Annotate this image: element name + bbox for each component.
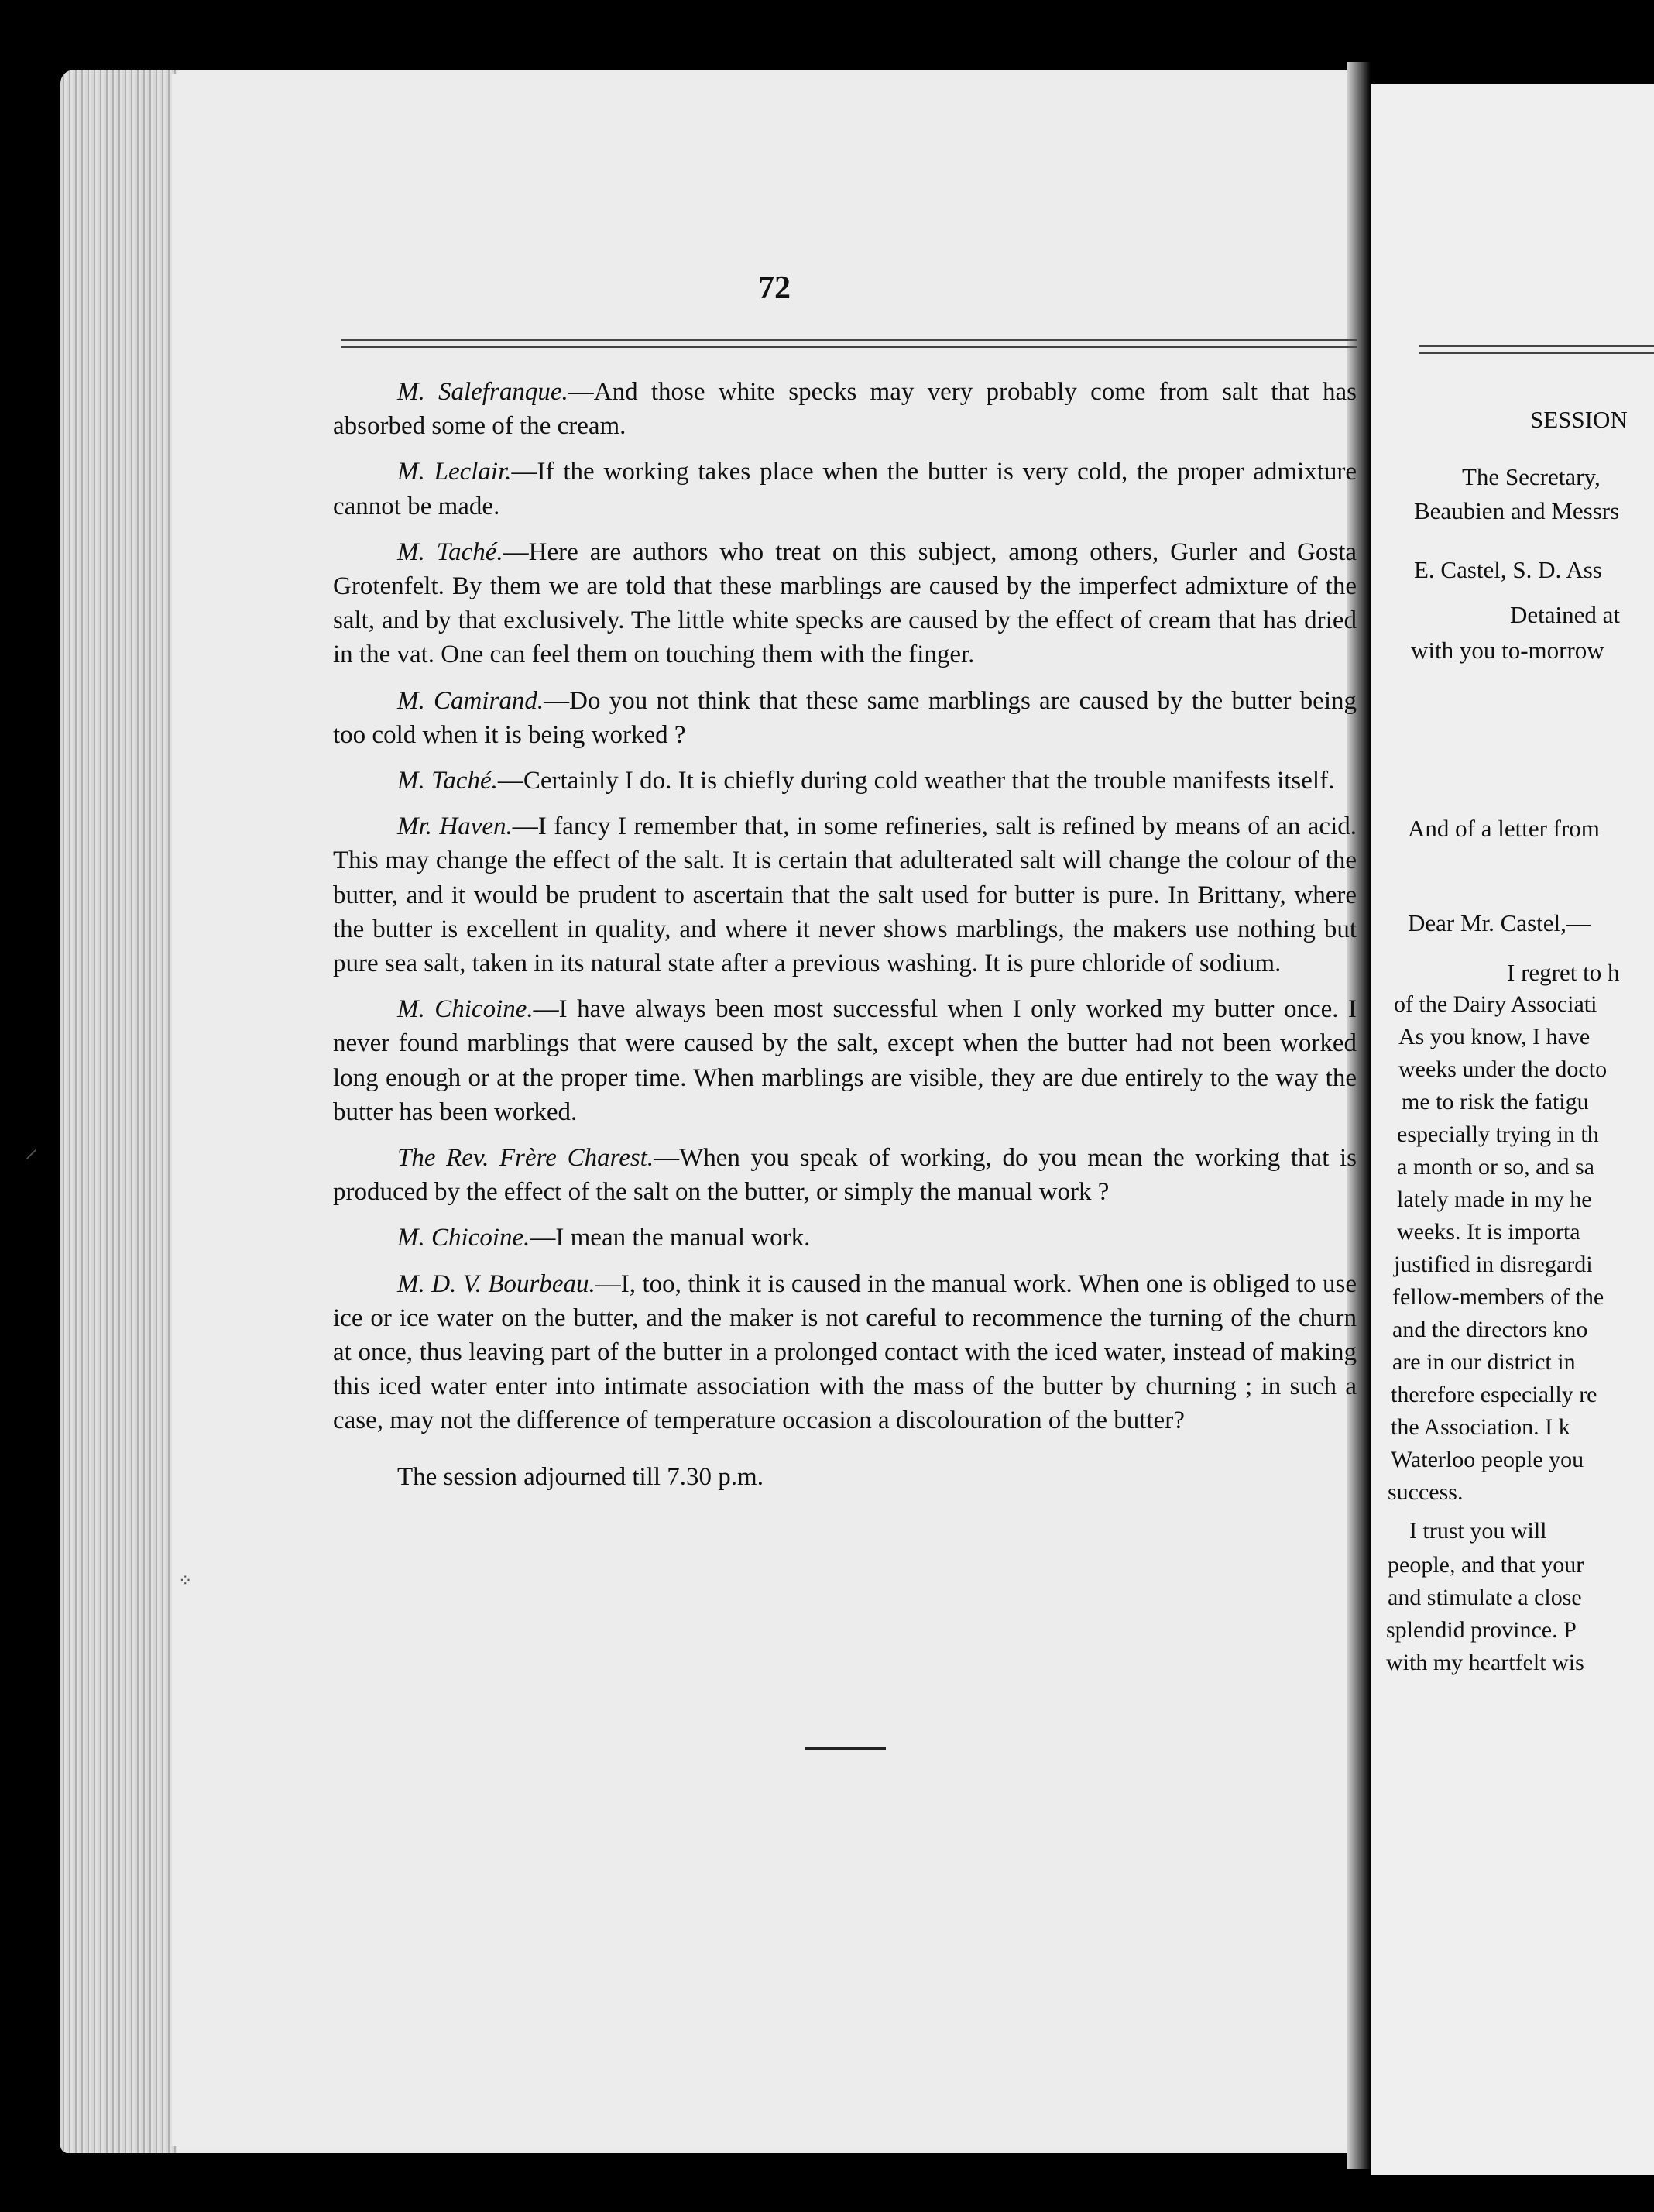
paragraph-text: —Here are authors who treat on this subject, among others, Gurler and Gosta Grotenfelt. By them we are told that these marblings are caused by the imperfect admixture of the salt, and by that exclusively. The little white specks are caused by the effect of cream that has dried in the vat. One can feel them on touching them with the finger. bbox=[333, 538, 1357, 669]
paragraph bbox=[333, 375, 1357, 443]
speaker-name: M. Taché. bbox=[397, 767, 498, 795]
ink-speck: ⸝ bbox=[25, 1135, 38, 1163]
paragraph bbox=[333, 992, 1357, 1129]
paragraph bbox=[333, 1221, 1357, 1255]
right-line: weeks. It is importa bbox=[1397, 1219, 1580, 1245]
right-line: I trust you will bbox=[1409, 1518, 1547, 1544]
right-line: Detained at bbox=[1510, 601, 1621, 628]
right-line: are in our district in bbox=[1392, 1349, 1576, 1375]
section-end-rule bbox=[805, 1747, 886, 1750]
paragraph-text: —When you speak of working, do you mean the working that is produced by the effect of the salt on the butter, or simply the manual work ? bbox=[333, 1144, 1357, 1207]
page-edge-stack bbox=[60, 70, 177, 2153]
right-line: I regret to h bbox=[1507, 959, 1620, 986]
right-line: lately made in my he bbox=[1397, 1187, 1592, 1212]
right-line: Dear Mr. Castel,— bbox=[1408, 909, 1591, 936]
right-line: the Association. I k bbox=[1391, 1414, 1570, 1440]
right-line: and stimulate a close bbox=[1388, 1585, 1582, 1610]
right-line: fellow-members of the bbox=[1392, 1284, 1604, 1310]
adjournment-note: The session adjourned till 7.30 p.m. bbox=[397, 1462, 764, 1491]
right-line: And of a letter from bbox=[1408, 815, 1600, 842]
right-line: splendid province. P bbox=[1386, 1617, 1577, 1643]
speaker-name: M. Salefranque. bbox=[397, 378, 568, 406]
right-line: E. Castel, S. D. Ass bbox=[1414, 556, 1602, 583]
paragraph bbox=[333, 535, 1357, 672]
right-line: justified in disregardi bbox=[1394, 1252, 1593, 1277]
right-line: me to risk the fatigu bbox=[1402, 1089, 1589, 1115]
speaker-name: M. Leclair. bbox=[397, 458, 512, 486]
right-line: weeks under the docto bbox=[1398, 1056, 1608, 1082]
right-line: with my heartfelt wis bbox=[1386, 1650, 1584, 1675]
right-line: with you to-morrow bbox=[1411, 637, 1604, 664]
right-line: The Secretary, bbox=[1462, 463, 1601, 490]
ink-speck: ⁘ bbox=[178, 1571, 193, 1590]
page-number: 72 bbox=[758, 270, 791, 306]
speaker-name: M. Chicoine. bbox=[397, 1224, 530, 1252]
paragraph-text: —And those white specks may very probably come from salt that has absorbed some of the cream. bbox=[333, 378, 1357, 441]
paragraph-text: —If the working takes place when the butter is very cold, the proper admixture cannot be made. bbox=[333, 458, 1357, 520]
header-rule bbox=[341, 339, 1357, 348]
right-line: especially trying in th bbox=[1397, 1121, 1599, 1147]
right-line: of the Dairy Associati bbox=[1394, 991, 1597, 1017]
paragraph-text: —I fancy I remember that, in some refineries, salt is refined by means of an acid. This may change the effect of the salt. It is certain that adulterated salt will change the colour of the butter, and it would be prudent to ascertain that the salt used for butter is pure. In Brittany, where the butter is excellent in quality, and where it never shows marblings, the makers use nothing but pure sea salt, taken in its natural state after a previous washing. It is pure chloride of sodium. bbox=[333, 812, 1357, 978]
speaker-name: M. D. V. Bourbeau. bbox=[397, 1269, 595, 1298]
right-line: therefore especially re bbox=[1391, 1382, 1597, 1407]
right-line: success. bbox=[1388, 1479, 1464, 1505]
paragraph bbox=[333, 455, 1357, 523]
speaker-name: Mr. Haven. bbox=[397, 812, 513, 841]
paragraph-text: —Certainly I do. It is chiefly during cold weather that the trouble manifests itself. bbox=[497, 767, 1335, 795]
main-text bbox=[333, 375, 1357, 1506]
paragraph bbox=[333, 764, 1357, 798]
right-line: people, and that your bbox=[1388, 1552, 1584, 1578]
speaker-name: M. Camirand. bbox=[397, 686, 544, 715]
paragraph-text: —I mean the manual work. bbox=[530, 1224, 811, 1252]
right-line: SESSION bbox=[1530, 406, 1628, 433]
paragraph bbox=[333, 1267, 1357, 1438]
speaker-name: M. Taché. bbox=[397, 538, 503, 566]
speaker-name: M. Chicoine. bbox=[397, 995, 534, 1024]
paragraph-text: —Do you not think that these same marblings are caused by the butter being too cold when it is being worked ? bbox=[333, 686, 1357, 749]
paragraph-text: —I, too, think it is caused in the manual work. When one is obliged to use ice or ice water on the butter, and the maker is not careful to recommence the turning of the churn at once, thus leaving part of the butter in a prolonged contact with the iced water, instead of making this iced water enter into intimate association with the mass of the butter by churning ; in such a case, may not the difference of temperature occasion a discolouration of the butter? bbox=[333, 1269, 1357, 1435]
paragraph-text: —I have always been most successful when I only worked my butter once. I never found marblings that were caused by the salt, except when the butter had not been worked long enough or at the proper time. When marblings are visible, they are due entirely to the way the butter has been worked. bbox=[333, 995, 1357, 1126]
paragraph bbox=[333, 684, 1357, 752]
speaker-name: The Rev. Frère Charest. bbox=[397, 1144, 654, 1173]
right-line: a month or so, and sa bbox=[1397, 1154, 1594, 1180]
right-line: and the directors kno bbox=[1392, 1317, 1588, 1342]
right-line: As you know, I have bbox=[1398, 1024, 1591, 1049]
right-page-text bbox=[1371, 84, 1654, 2175]
right-line: Waterloo people you bbox=[1391, 1447, 1584, 1472]
paragraph bbox=[333, 809, 1357, 981]
paragraph bbox=[333, 1141, 1357, 1209]
right-line: Beaubien and Messrs bbox=[1414, 497, 1620, 524]
